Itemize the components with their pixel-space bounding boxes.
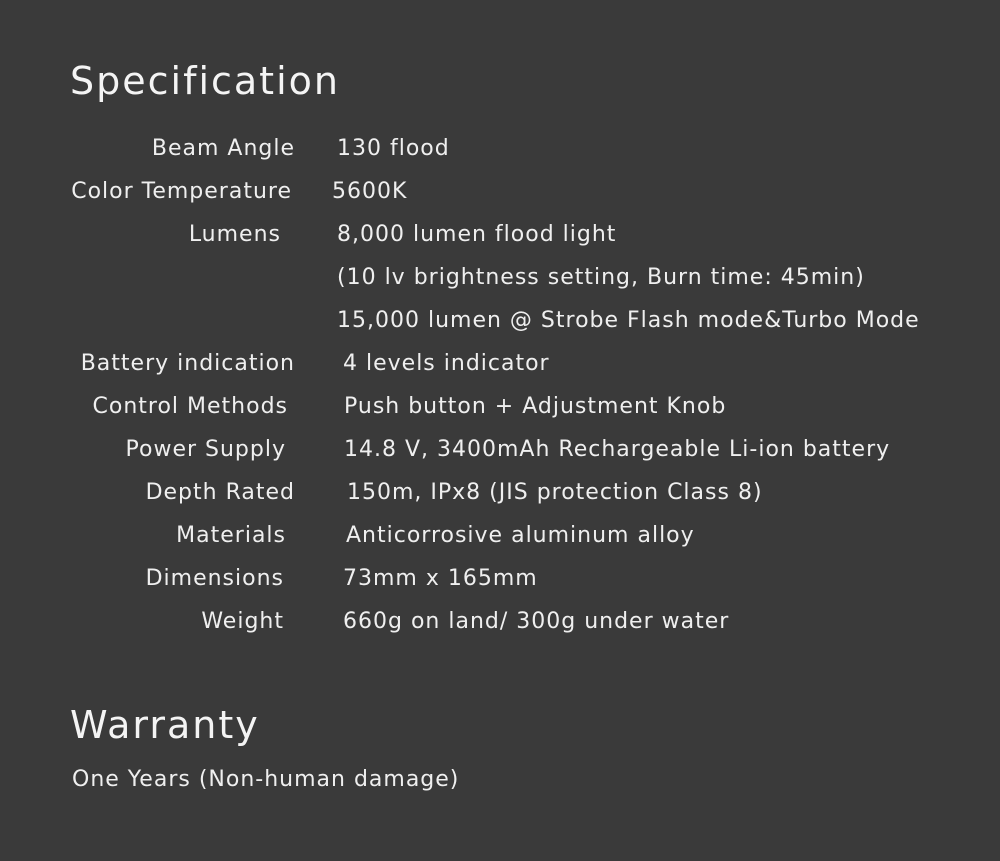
spec-value-depth-rated: 150m, IPx8 (JIS protection Class 8) — [347, 480, 763, 505]
spec-label-control-methods: Control Methods — [92, 394, 288, 419]
spec-value-color-temperature: 5600K — [332, 179, 408, 204]
spec-label-lumens: Lumens — [188, 222, 281, 247]
spec-label-color-temperature: Color Temperature — [71, 179, 292, 204]
spec-label-battery-indication: Battery indication — [80, 351, 295, 376]
spec-label-materials: Materials — [176, 523, 286, 548]
spec-value-power-supply: 14.8 V, 3400mAh Rechargeable Li-ion battery — [344, 437, 891, 462]
spec-label-beam-angle: Beam Angle — [151, 136, 295, 161]
spec-value-battery-indication: 4 levels indicator — [343, 351, 550, 376]
spec-value-materials: Anticorrosive aluminum alloy — [346, 523, 695, 548]
specification-heading: Specification — [70, 59, 340, 103]
spec-value-lumens-brightness: (10 lv brightness setting, Burn time: 45min) — [337, 265, 865, 290]
spec-value-control-methods: Push button + Adjustment Knob — [344, 394, 727, 419]
spec-label-depth-rated: Depth Rated — [145, 480, 295, 505]
spec-value-dimensions: 73mm x 165mm — [343, 566, 538, 591]
spec-value-lumens: 8,000 lumen flood light — [337, 222, 617, 247]
spec-label-weight: Weight — [201, 609, 284, 634]
spec-value-lumens-strobe: 15,000 lumen @ Strobe Flash mode&Turbo Mode — [337, 308, 920, 333]
spec-value-weight: 660g on land/ 300g under water — [343, 609, 730, 634]
warranty-text: One Years (Non-human damage) — [72, 767, 460, 792]
spec-label-dimensions: Dimensions — [145, 566, 284, 591]
warranty-heading: Warranty — [70, 703, 260, 747]
spec-value-beam-angle: 130 flood — [337, 136, 450, 161]
spec-label-power-supply: Power Supply — [125, 437, 286, 462]
